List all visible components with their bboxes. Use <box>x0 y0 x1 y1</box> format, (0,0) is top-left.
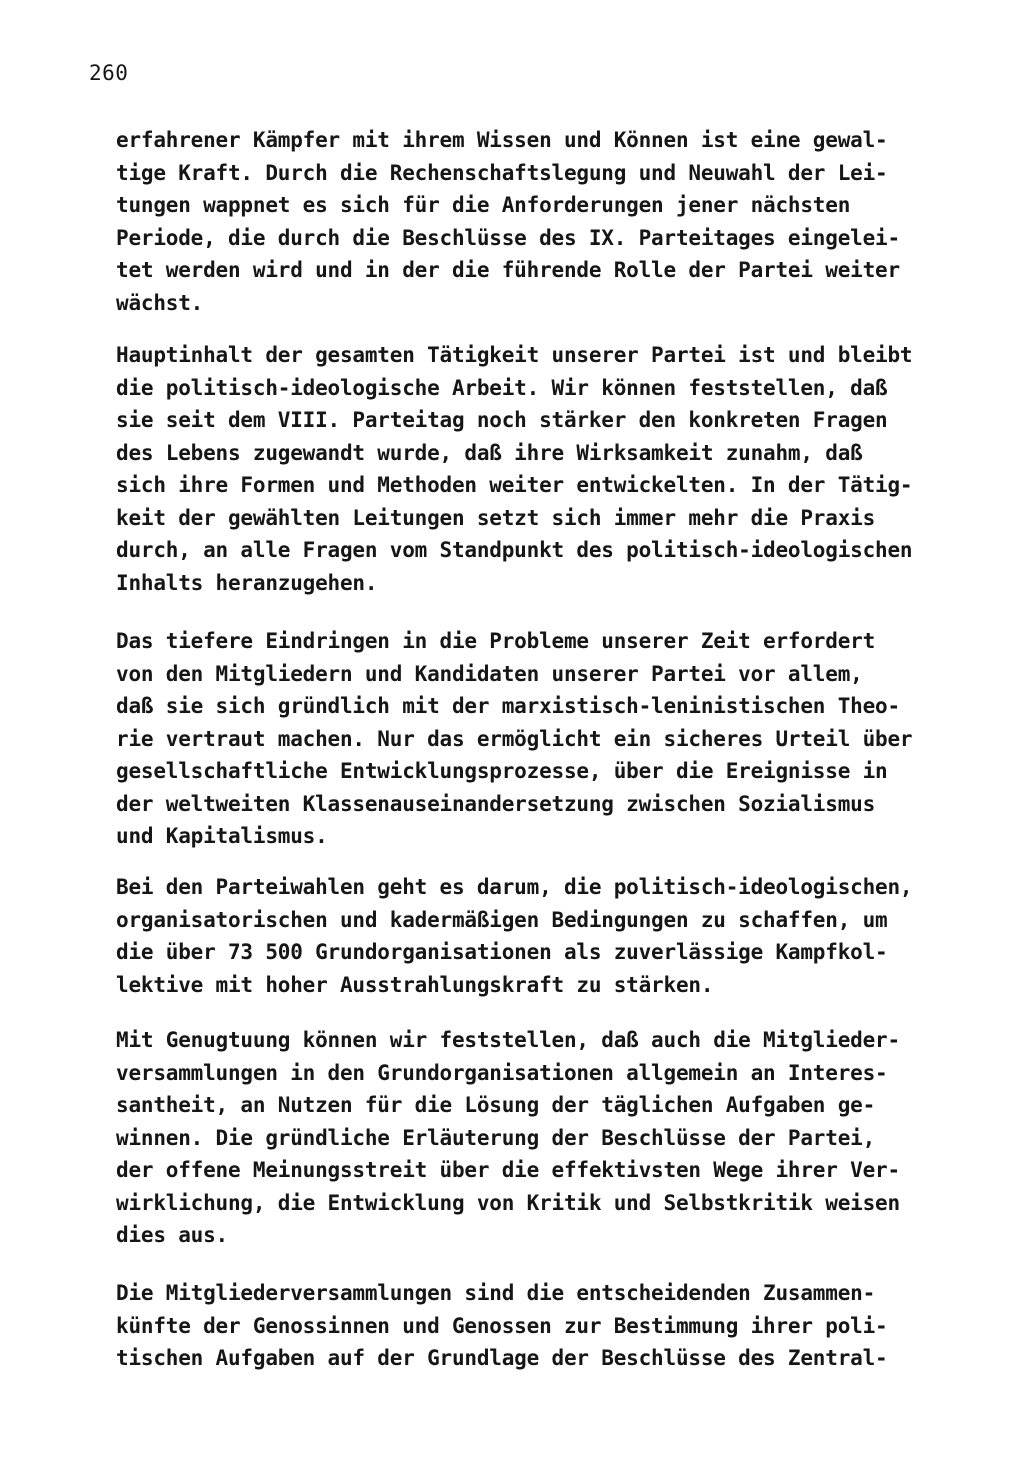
text-line: gesellschaftliche Entwicklungsprozesse, über die Ereignisse in <box>116 759 888 783</box>
text-line: durch, an alle Fragen vom Standpunkt des politisch-ideologischen <box>116 538 913 562</box>
text-line: tungen wappnet es sich für die Anforderungen jener nächsten <box>116 193 851 217</box>
text-line: tet werden wird und in der die führende Rolle der Partei weiter <box>116 258 900 282</box>
text-line: die über 73 500 Grundorganisationen als zuverlässige Kampfkol- <box>116 940 888 964</box>
text-line: wächst. <box>116 290 204 315</box>
text-line: und Kapitalismus. <box>116 824 328 848</box>
text-line: versammlungen in den Grundorganisationen allgemein an Interes- <box>116 1060 888 1085</box>
text-line: dies aus. <box>116 1223 228 1247</box>
page-number: 260 <box>89 61 129 85</box>
text-line: künfte der Genossinnen und Genossen zur Bestimmung ihrer poli- <box>116 1313 888 1338</box>
paragraph-4 <box>116 871 912 1001</box>
text-line: der weltweiten Klassenauseinandersetzung zwischen Sozialismus <box>116 791 876 816</box>
text-line: wirklichung, die Entwicklung von Kritik und Selbstkritik weisen <box>116 1190 900 1215</box>
text-line: die politisch-ideologische Arbeit. Wir können feststellen, daß <box>116 375 888 400</box>
text-line: von den Mitgliedern und Kandidaten unserer Partei vor allem, <box>116 661 863 686</box>
text-line: sich ihre Formen und Methoden weiter entwickelten. In der Tätig- <box>116 473 913 497</box>
text-line: Periode, die durch die Beschlüsse des IX. Parteitages eingelei- <box>116 225 900 250</box>
text-line: daß sie sich gründlich mit der marxistisch-leninistischen Theo- <box>116 694 900 718</box>
text-line: santheit, an Nutzen für die Lösung der täglichen Aufgaben ge- <box>116 1093 876 1117</box>
text-line: Hauptinhalt der gesamten Tätigkeit unserer Partei ist und bleibt <box>116 343 913 367</box>
text-line: winnen. Die gründliche Erläuterung der Beschlüsse der Partei, <box>116 1125 876 1150</box>
paragraph-3 <box>116 625 912 853</box>
text-line: der offene Meinungsstreit über die effektivsten Wege ihrer Ver- <box>116 1158 900 1182</box>
text-line: rie vertraut machen. Nur das ermöglicht ein sicheres Urteil über <box>116 726 913 751</box>
text-line: organisatorischen und kadermäßigen Bedingungen zu schaffen, um <box>116 907 888 932</box>
text-line: keit der gewählten Leitungen setzt sich immer mehr die Praxis <box>116 505 876 530</box>
text-line: erfahrener Kämpfer mit ihrem Wissen und Können ist eine gewal- <box>116 128 888 152</box>
text-line: Die Mitgliederversammlungen sind die entscheidenden Zusammen- <box>116 1281 876 1305</box>
text-line: des Lebens zugewandt wurde, daß ihre Wirksamkeit zunahm, daß <box>116 440 863 465</box>
text-line: Mit Genugtuung können wir feststellen, daß auch die Mitglieder- <box>116 1028 900 1052</box>
paragraph-5 <box>116 1024 900 1252</box>
text-line: Inhalts heranzugehen. <box>116 570 378 595</box>
text-line: sie seit dem VIII. Parteitag noch stärker den konkreten Fragen <box>116 408 888 432</box>
paragraph-1 <box>116 124 900 319</box>
text-line: tischen Aufgaben auf der Grundlage der Beschlüsse des Zentral- <box>116 1346 888 1370</box>
paragraph-6 <box>116 1277 887 1375</box>
text-line: tige Kraft. Durch die Rechenschaftslegung und Neuwahl der Lei- <box>116 160 888 185</box>
text-line: Bei den Parteiwahlen geht es darum, die politisch-ideologischen, <box>116 875 913 899</box>
text-line: lektive mit hoher Ausstrahlungskraft zu stärken. <box>116 972 714 997</box>
paragraph-2 <box>116 339 912 599</box>
text-line: Das tiefere Eindringen in die Probleme unserer Zeit erfordert <box>116 629 876 653</box>
